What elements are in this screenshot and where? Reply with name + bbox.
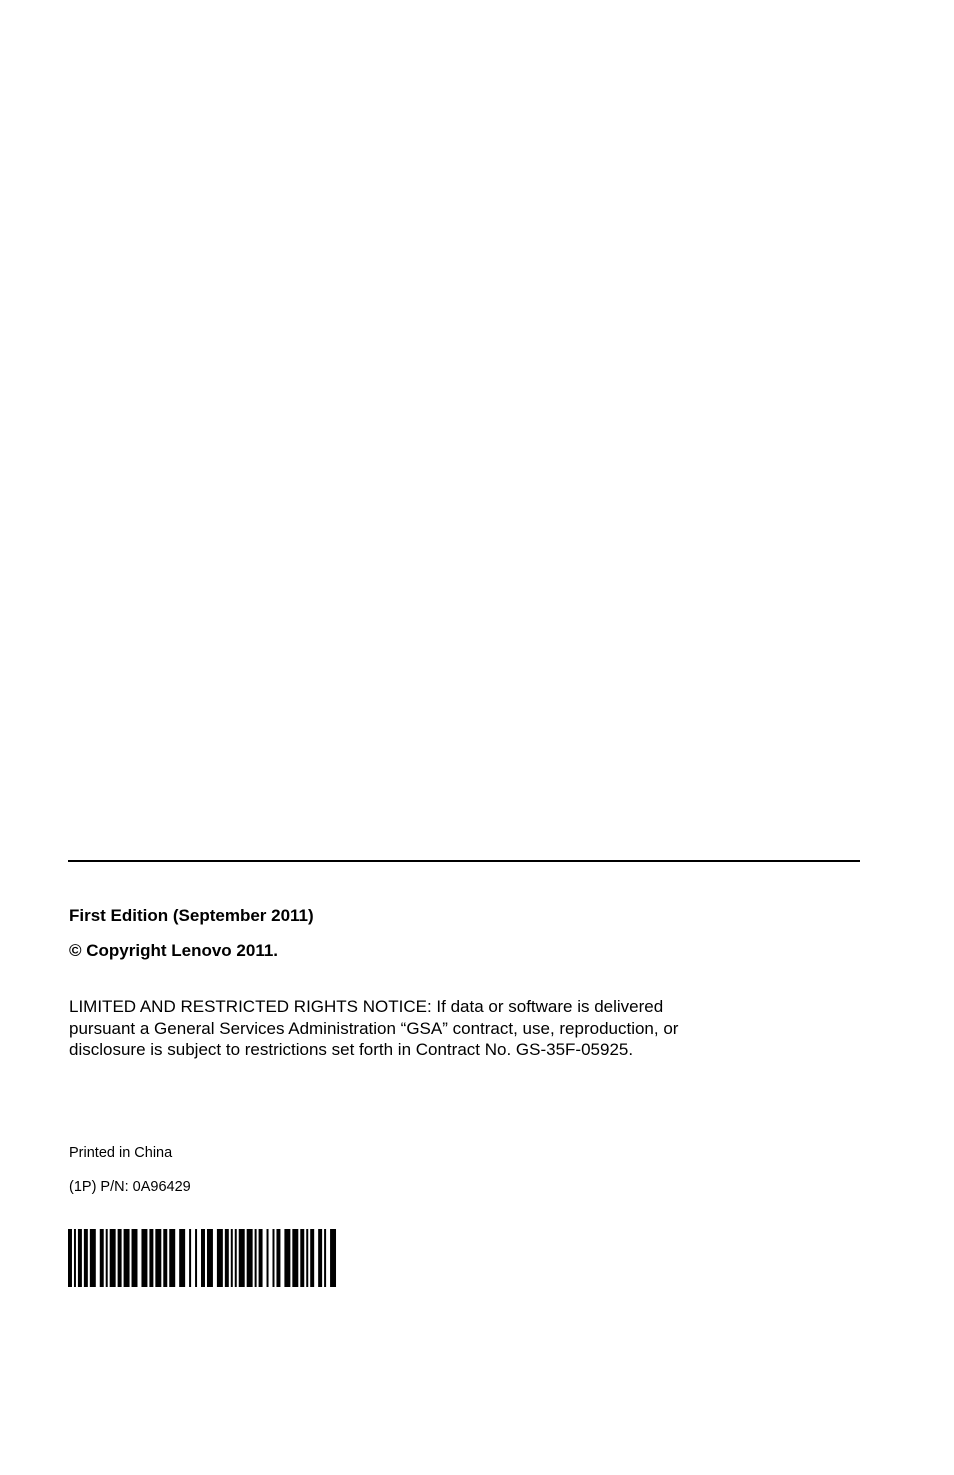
barcode-bar: [84, 1229, 88, 1287]
barcode-bar: [292, 1229, 298, 1287]
printed-in-text: Printed in China: [69, 1145, 173, 1161]
barcode-bar: [300, 1229, 304, 1287]
barcode-bar: [276, 1229, 280, 1287]
rights-notice-line: LIMITED AND RESTRICTED RIGHTS NOTICE: If data or software is delivered: [69, 997, 664, 1016]
barcode-bar: [272, 1229, 274, 1287]
barcode-bar: [155, 1229, 161, 1287]
barcode-bar: [255, 1229, 257, 1287]
barcode-bar: [284, 1229, 290, 1287]
barcode-bar: [324, 1229, 326, 1287]
barcode-bar: [110, 1229, 116, 1287]
rights-notice: [69, 996, 829, 1061]
barcode-bar: [231, 1229, 233, 1287]
separator-rule: [68, 860, 860, 862]
barcode-bar: [179, 1229, 185, 1287]
part-number-text: (1P) P/N: 0A96429: [69, 1179, 191, 1195]
barcode-bar: [235, 1229, 237, 1287]
barcode-bar: [106, 1229, 108, 1287]
barcode-bar: [330, 1229, 336, 1287]
barcode-bar: [189, 1229, 191, 1287]
barcode-bar: [318, 1229, 322, 1287]
barcode-bar: [267, 1229, 269, 1287]
barcode-bar: [78, 1229, 82, 1287]
barcode-bar: [310, 1229, 314, 1287]
barcode-bar: [239, 1229, 245, 1287]
barcode-bar: [207, 1229, 213, 1287]
barcode-bar: [118, 1229, 122, 1287]
barcode-bar: [163, 1229, 167, 1287]
barcode-bar: [149, 1229, 153, 1287]
copyright-text: © Copyright Lenovo 2011.: [69, 941, 279, 960]
barcode-bar: [90, 1229, 96, 1287]
barcode-bar: [141, 1229, 147, 1287]
barcode-bar: [124, 1229, 130, 1287]
barcode-bar: [259, 1229, 263, 1287]
barcode-bar: [100, 1229, 104, 1287]
barcode-bar: [247, 1229, 253, 1287]
barcode-bar: [132, 1229, 138, 1287]
barcode-bar: [169, 1229, 175, 1287]
barcode-bar: [74, 1229, 76, 1287]
barcode-icon: [68, 1229, 338, 1287]
barcode-bar: [306, 1229, 308, 1287]
barcode-bar: [217, 1229, 223, 1287]
barcode-bar: [68, 1229, 72, 1287]
rights-notice-line: pursuant a General Services Administration “GSA” contract, use, reproduction, or: [69, 1018, 679, 1038]
edition-text: First Edition (September 2011): [69, 906, 314, 925]
barcode-bar: [225, 1229, 229, 1287]
barcode-bar: [201, 1229, 205, 1287]
rights-notice-line: disclosure is subject to restrictions set forth in Contract No. GS-35F-05925.: [69, 1040, 634, 1059]
barcode-bar: [195, 1229, 197, 1287]
